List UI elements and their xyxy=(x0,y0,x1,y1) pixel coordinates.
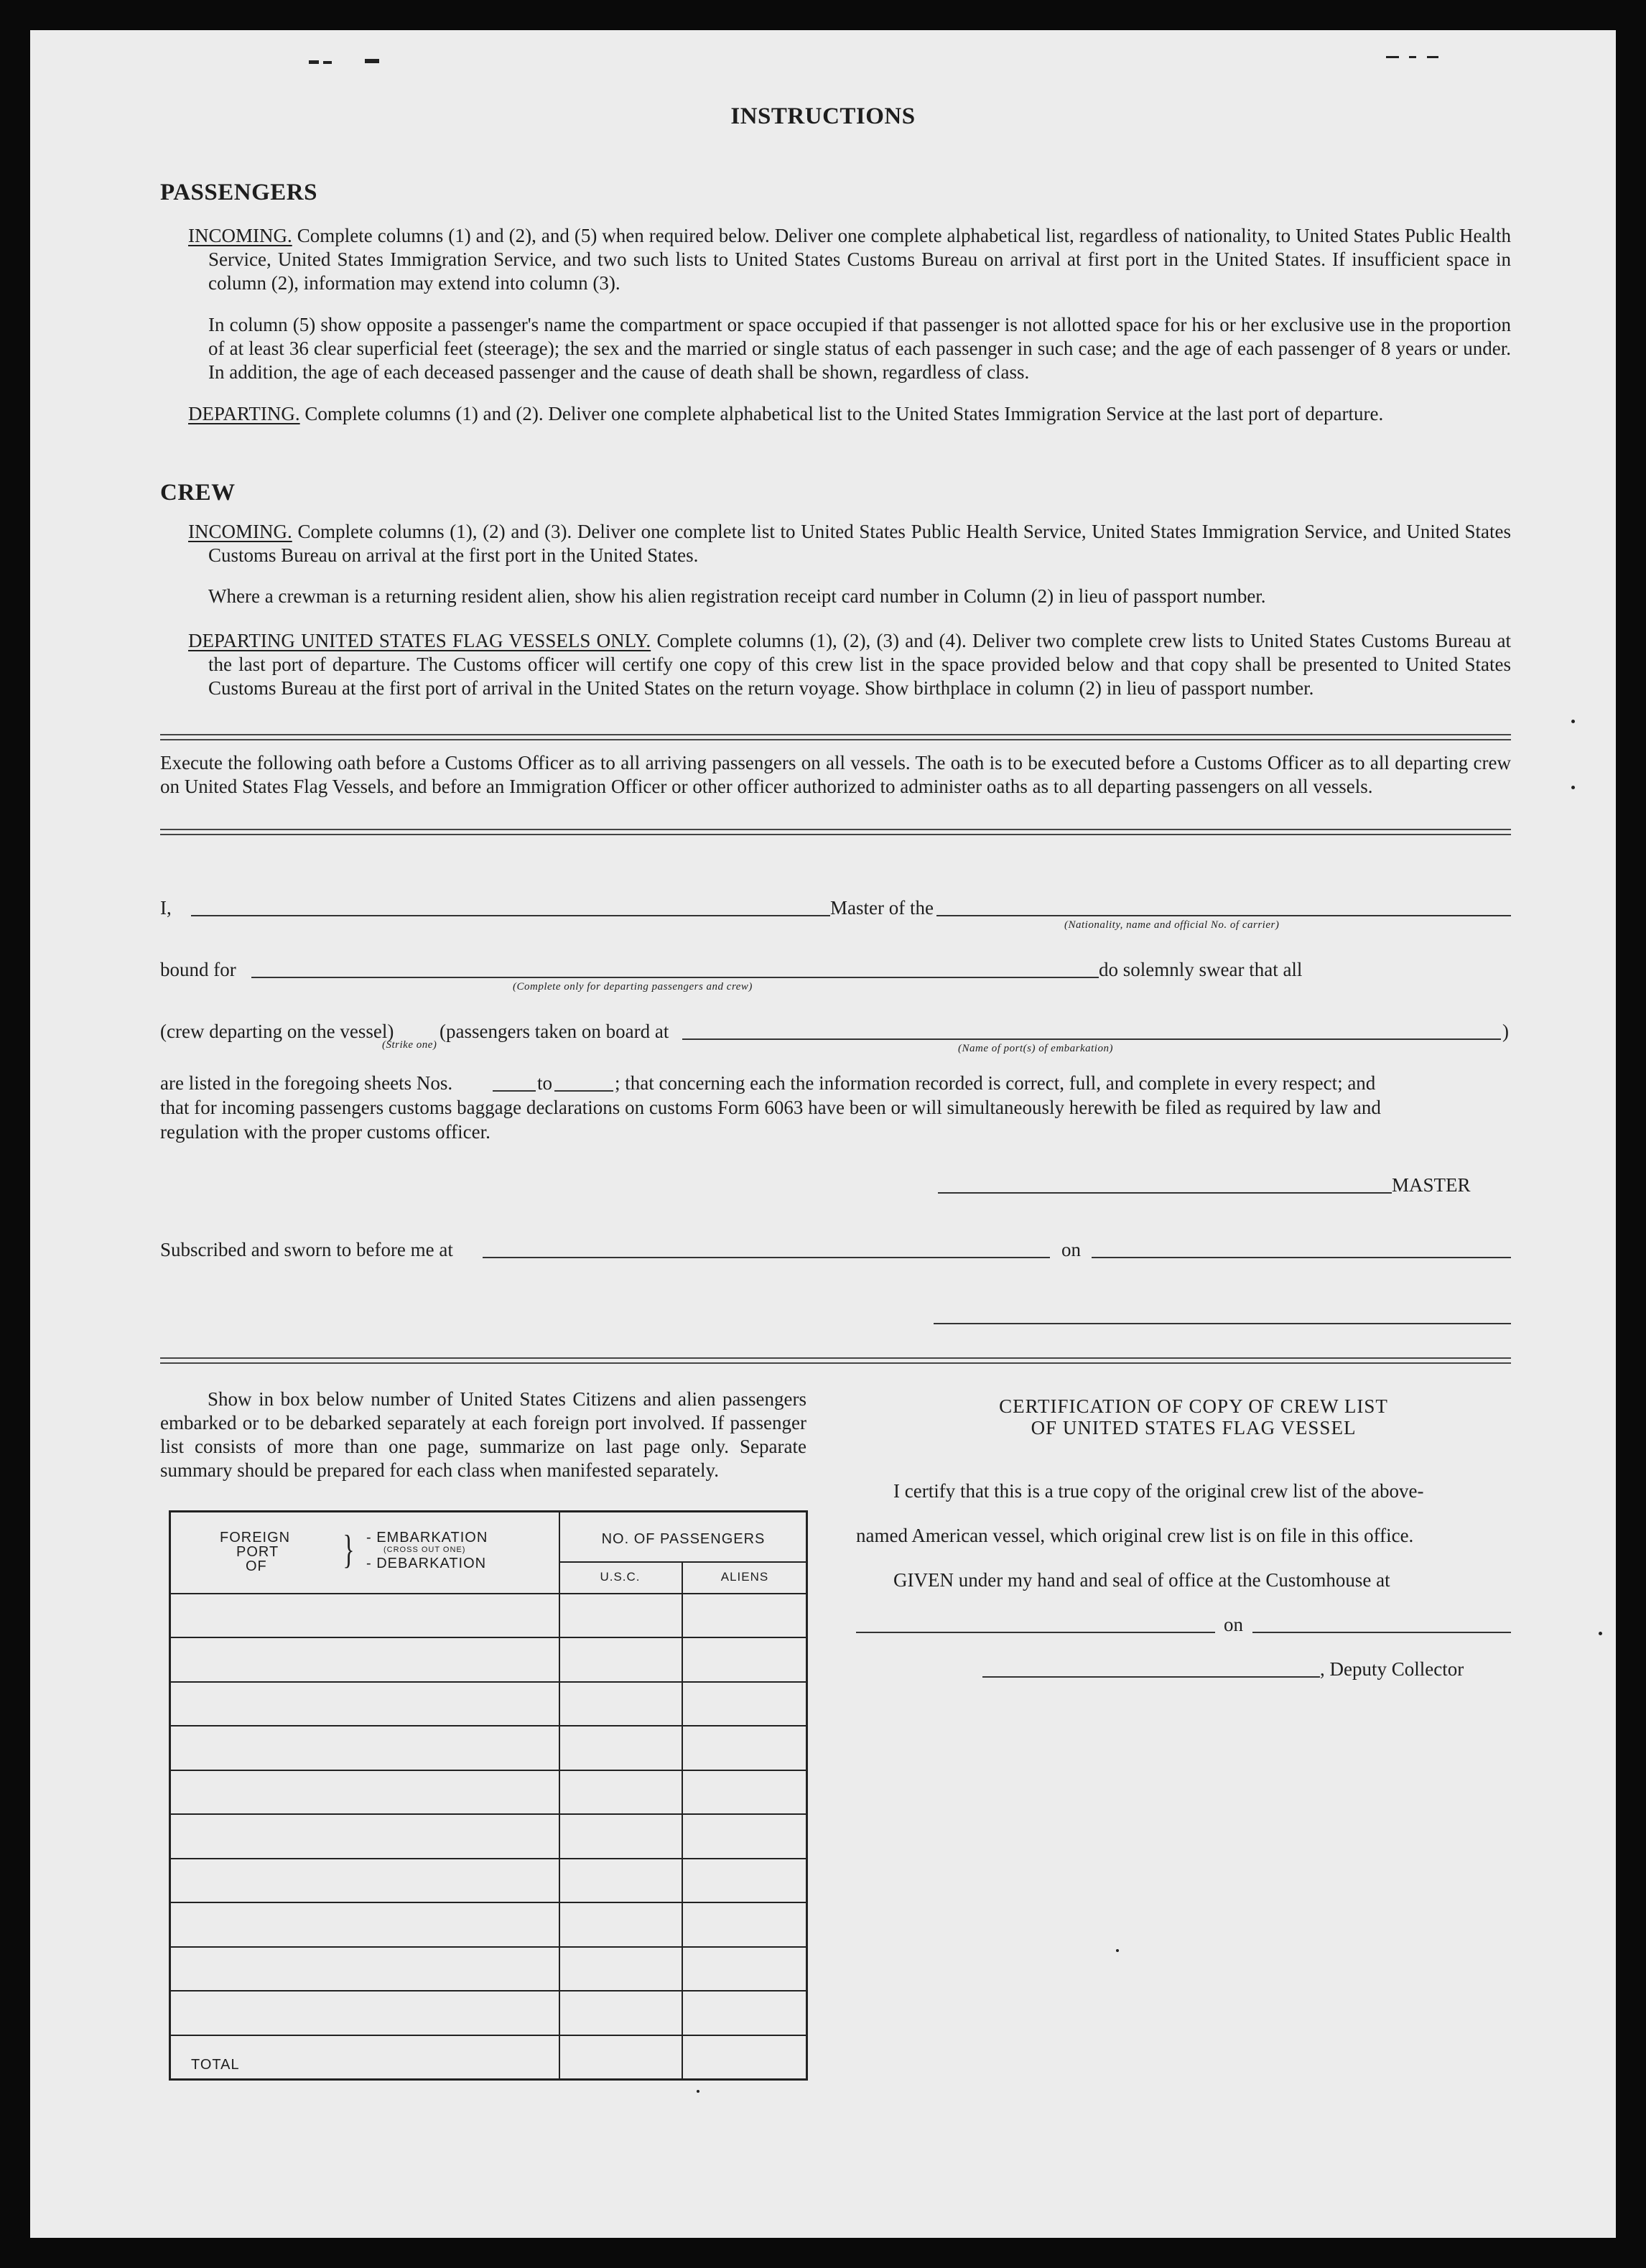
crew-resident-paragraph: Where a crewman is a returning resident alien, show his alien registration receipt card number in Column (2) in lieu of passport number. xyxy=(208,585,1266,607)
listed-line-3: regulation with the proper customs officer. xyxy=(160,1121,490,1143)
bound-for-field[interactable] xyxy=(251,977,1099,978)
scan-artifact xyxy=(1116,1949,1119,1952)
col-port-label: PORT xyxy=(236,1544,279,1560)
bound-for-label: bound for xyxy=(160,959,236,980)
certification-title-line2: OF UNITED STATES FLAG VESSEL xyxy=(1031,1417,1357,1439)
passengers-incoming-text: Complete columns (1) and (2), and (5) when required below. Deliver one complete alphabetical list, regardless of nationality, to United States Public Health Service, United States Immigration Service, and two such lists to United States Customs Bureau on arrival at first port in the United States. If insufficient space in column (2), information may extend into column (3). xyxy=(208,225,1512,294)
scan-artifact xyxy=(697,2090,699,2093)
passengers-incoming-paragraph xyxy=(188,224,1511,295)
oath-i-label: I, xyxy=(160,897,172,919)
passengers-departing-text: Complete columns (1) and (2). Deliver one complete alphabetical list to the United States Immigration Service at the last port of departure. xyxy=(304,403,1384,424)
total-label: TOTAL xyxy=(191,2057,240,2073)
col-debarkation-label: - DEBARKATION xyxy=(366,1556,487,1571)
scan-artifact xyxy=(1427,56,1438,58)
scan-artifact xyxy=(323,61,332,64)
table-row[interactable] xyxy=(171,1637,806,1638)
section-divider xyxy=(160,734,1511,740)
certify-line-1: I certify that this is a true copy of the original crew list of the above- xyxy=(893,1480,1424,1502)
crew-departing-text: Complete columns (1), (2), (3) and (4). Deliver two complete crew lists to United States Customs Bureau at the last port of departure. The Customs officer will certify one copy of this crew list in the space provided below and that copy shall be presented to United States Customs Bureau at the first port of arrival in the United States on the return voyage. Show birthplace in column (2) in lieu of passport number. xyxy=(208,630,1512,699)
certification-on-label: on xyxy=(1224,1614,1243,1635)
officer-signature-field[interactable] xyxy=(934,1323,1511,1324)
oath-instruction: Execute the following oath before a Customs Officer as to all arriving passengers on all vessels. The oath is to be executed before a Customs Officer as to all departing crew on United States Flag Vessels, and before an Immigration Officer or other officer authorized to administer oaths as to all departing passengers on all vessels. xyxy=(160,752,1511,797)
col-of-label: OF xyxy=(246,1558,267,1574)
crew-departing-option[interactable]: (crew departing on the vessel) xyxy=(160,1021,394,1042)
passengers-departing-label: DEPARTING. xyxy=(188,403,300,424)
scan-artifact xyxy=(1386,56,1399,58)
deputy-collector-label: , Deputy Collector xyxy=(1320,1658,1464,1680)
table-row[interactable] xyxy=(171,1946,806,1948)
scan-artifact xyxy=(309,60,319,64)
given-text: GIVEN under my hand and seal of office at the Customhouse at xyxy=(893,1569,1390,1591)
to-label: to xyxy=(537,1072,553,1094)
master-of-the-label: Master of the xyxy=(830,897,934,919)
col-cross-out-label: (CROSS OUT ONE) xyxy=(383,1546,466,1554)
section-divider xyxy=(160,829,1511,835)
scan-artifact xyxy=(1571,720,1575,723)
crew-heading: CREW xyxy=(160,480,236,506)
port-hint: (Name of port(s) of embarkation) xyxy=(958,1043,1113,1054)
scan-artifact xyxy=(365,59,379,63)
form-sheet xyxy=(30,30,1616,2238)
col-no-passengers-label: NO. OF PASSENGERS xyxy=(601,1531,766,1547)
crew-incoming-label: INCOMING. xyxy=(188,521,292,542)
table-col-divider xyxy=(682,1561,683,2078)
scan-artifact xyxy=(1571,786,1575,789)
customhouse-field[interactable] xyxy=(856,1632,1215,1633)
departing-hint: (Complete only for departing passengers and crew) xyxy=(513,981,753,993)
carrier-field[interactable] xyxy=(936,915,1511,916)
table-total-row[interactable] xyxy=(171,2035,806,2036)
scan-artifact xyxy=(1599,1632,1602,1635)
crew-departing-label: DEPARTING UNITED STATES FLAG VESSELS ONLY. xyxy=(188,630,651,651)
sheet-to-field[interactable] xyxy=(554,1090,613,1092)
table-header-divider xyxy=(559,1561,806,1563)
certification-date-field[interactable] xyxy=(1252,1632,1511,1633)
table-row[interactable] xyxy=(171,1990,806,1992)
nationality-hint: (Nationality, name and official No. of carrier) xyxy=(1064,919,1280,931)
section-divider xyxy=(160,1357,1511,1364)
col-usc-label: U.S.C. xyxy=(600,1570,641,1584)
table-row[interactable] xyxy=(171,1858,806,1859)
certify-line-2: named American vessel, which original crew list is on file in this office. xyxy=(856,1525,1414,1546)
solemnly-swear-text: do solemnly swear that all xyxy=(1099,959,1303,980)
sheet-from-field[interactable] xyxy=(493,1090,536,1092)
listed-post-text: ; that concerning each the information recorded is correct, full, and complete in every respect; and xyxy=(615,1072,1376,1094)
subscribed-date-field[interactable] xyxy=(1092,1257,1511,1258)
passengers-taken-option[interactable]: (passengers taken on board at xyxy=(440,1021,669,1042)
passengers-incoming-label: INCOMING. xyxy=(188,225,292,246)
table-row[interactable] xyxy=(171,1902,806,1903)
master-name-field[interactable] xyxy=(191,915,830,916)
passengers-heading: PASSENGERS xyxy=(160,180,317,205)
master-label: MASTER xyxy=(1392,1174,1471,1196)
close-paren: ) xyxy=(1502,1021,1509,1042)
table-row[interactable] xyxy=(171,1813,806,1815)
col-foreign-label: FOREIGN xyxy=(220,1530,291,1546)
table-row[interactable] xyxy=(171,1681,806,1683)
passengers-column5-paragraph: In column (5) show opposite a passenger's name the compartment or space occupied if that passenger is not allotted space for his or her exclusive use in the proportion of at least 36 clear superficial feet (steerage); the sex and the married or single status of each passenger in such case; and the age of each passenger of 8 years or under. In addition, the age of each deceased passenger and the cause of death shall be shown, regardless of class. xyxy=(208,314,1511,383)
embarkation-port-field[interactable] xyxy=(682,1038,1501,1040)
subscribed-place-field[interactable] xyxy=(483,1257,1050,1258)
crew-incoming-paragraph xyxy=(188,520,1511,567)
col-aliens-label: ALIENS xyxy=(720,1570,769,1584)
brace-icon: } xyxy=(343,1528,355,1572)
listed-pre-text: are listed in the foregoing sheets Nos. xyxy=(160,1072,453,1094)
subscribed-label: Subscribed and sworn to before me at xyxy=(160,1239,453,1260)
deputy-signature-field[interactable] xyxy=(982,1676,1320,1678)
table-row[interactable] xyxy=(171,1770,806,1771)
master-signature-field[interactable] xyxy=(938,1192,1392,1194)
col-embarkation-label: - EMBARKATION xyxy=(366,1530,488,1546)
crew-incoming-text: Complete columns (1), (2) and (3). Deliver one complete list to United States Public Health Service, United States Immigration Service, and United States Customs Bureau on arrival at the first port in the United States. xyxy=(208,521,1512,566)
table-row[interactable] xyxy=(171,1725,806,1726)
subscribed-on-label: on xyxy=(1061,1239,1081,1260)
strike-one-hint: (Strike one) xyxy=(382,1039,437,1051)
certification-title-line1: CERTIFICATION OF COPY OF CREW LIST xyxy=(999,1395,1388,1417)
crew-departing-paragraph xyxy=(188,629,1511,700)
page-title: INSTRUCTIONS xyxy=(730,103,916,129)
passengers-departing-paragraph xyxy=(188,402,1511,426)
table-col-divider xyxy=(559,1512,560,2078)
passenger-summary-table xyxy=(169,1510,808,2081)
summary-instructions: Show in box below number of United States Citizens and alien passengers embarked or to be debarked separately at each foreign port involved. If passenger list consists of more than one page, summarize on last page only. Separate summary should be prepared for each class when manifested separately. xyxy=(160,1388,806,1481)
listed-line-2: that for incoming passengers customs baggage declarations on customs Form 6063 have been or will simultaneously herewith be filed as required by law and xyxy=(160,1097,1381,1118)
table-row[interactable] xyxy=(171,1593,806,1594)
scan-artifact xyxy=(1409,56,1416,58)
